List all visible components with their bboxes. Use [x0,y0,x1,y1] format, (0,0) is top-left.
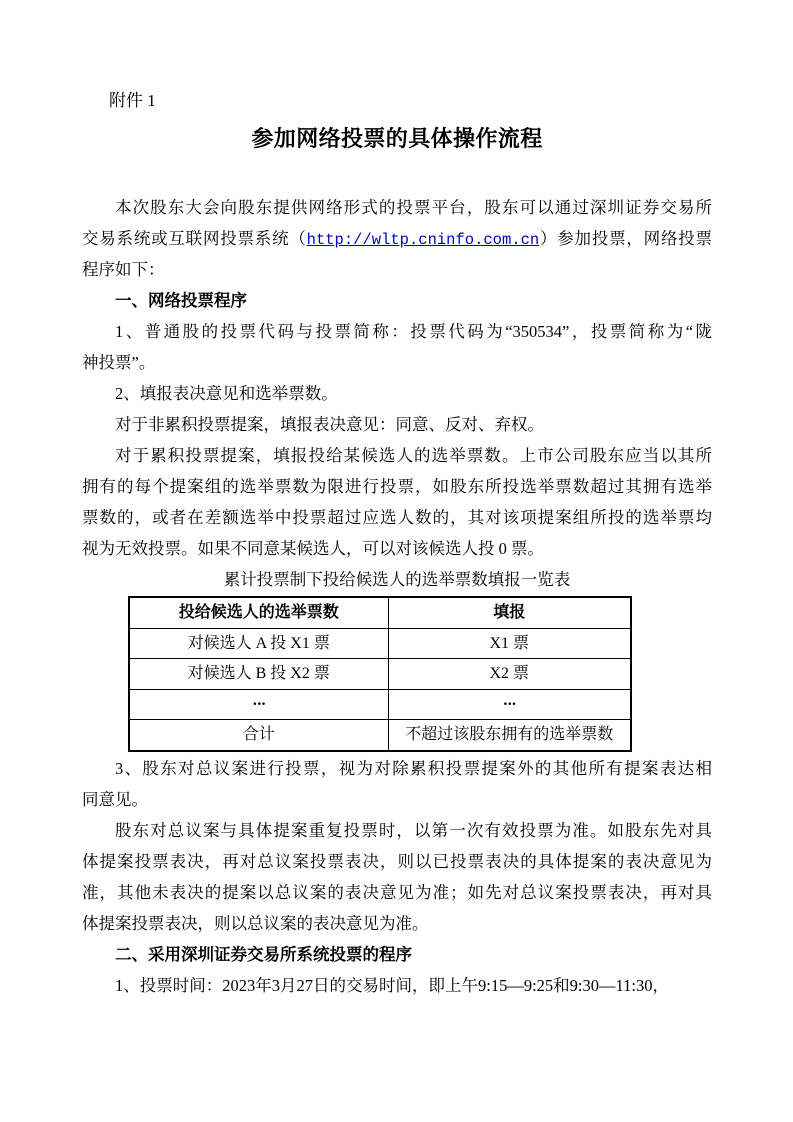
paragraph-line: 2、填报表决意见和选举票数。 [115,384,338,403]
paragraph-text: 交易系统或互联网投票系统（ [82,229,307,248]
paragraph-line: 票数的，或者在差额选举中投票超过应选人数的，其对该项提案组所投的选举票均 [82,508,712,527]
paragraph-line: 准，其他未表决的提案以总议案的表决意见为准；如先对总议案投票表决，再对具 [82,882,712,902]
paragraph-line: 体提案投票表决，再对总议案投票表决，则以已投票表决的具体提案的表决意见为 [82,851,712,871]
body-text-top [82,192,712,595]
paragraph-text: ）参加投票，网络投票 [539,229,713,248]
paragraph-line: 1、投票时间：2023年3月27日的交易时间，即上午9:15—9:25和9:30—11:30， [115,975,669,995]
paragraph-line: 拥有的每个提案组的选举票数为限进行投票，如股东所投选举票数超过其拥有选举 [82,477,712,496]
paragraph-line: 视为无效投票。如果不同意某候选人，可以对该候选人投 0 票。 [82,539,544,558]
paragraph-line: 3、股东对总议案进行投票，视为对除累积投票提案外的其他所有提案表达相 [115,758,712,778]
table-cell: 对候选人 B 投 X2 票 [129,659,388,690]
paragraph-line: 1、普通股的投票代码与投票简称：投票代码为“350534”，投票简称为“陇 [115,322,712,341]
table-cell: 不超过该股东拥有的选举票数 [388,720,631,751]
paragraph-line: 股东对总议案与具体提案重复投票时，以第一次有效投票为准。如股东先对具 [115,820,712,840]
table-row [129,659,631,690]
table-row [129,689,631,720]
table-header-cell: 投给候选人的选举票数 [129,597,388,628]
table-row [129,628,631,659]
table-header-cell: 填报 [388,597,631,628]
paragraph-line: 程序如下： [82,260,165,279]
votes-table [128,596,632,752]
table-cell: ··· [129,689,388,720]
voting-url-link[interactable]: http://wltp.cninfo.com.cn [306,231,540,249]
document-title: 参加网络投票的具体操作流程 [251,126,543,151]
paragraph-line: 神投票”。 [82,353,156,372]
paragraph-line: 对于非累积投票提案，填报表决意见：同意、反对、弃权。 [115,415,544,434]
paragraph-line: 对于累积投票提案，填报投给某候选人的选举票数。上市公司股东应当以其所 [115,446,712,465]
section-heading-1: 一、网络投票程序 [115,291,247,310]
section-heading-2: 二、采用深圳证券交易所系统投票的程序 [115,944,412,964]
paragraph-line: 体提案投票表决，则以总议案的表决意见为准。 [82,913,429,933]
paragraph-line: 本次股东大会向股东提供网络形式的投票平台，股东可以通过深圳证券交易所 [115,198,712,217]
table-cell: ··· [388,689,631,720]
table-row [129,720,631,751]
table-cell: X2 票 [388,659,631,690]
table-cell: 合计 [129,720,388,751]
body-text-bottom [82,753,712,1001]
table-cell: 对候选人 A 投 X1 票 [129,628,388,659]
table-caption: 累计投票制下投给候选人的选举票数填报一览表 [223,570,571,589]
paragraph-line: 同意见。 [82,789,148,809]
table-cell: X1 票 [388,628,631,659]
attachment-label: 附件 1 [109,91,156,110]
document-content [82,89,712,1001]
table-header-row [129,597,631,628]
paragraph-line [82,223,712,254]
